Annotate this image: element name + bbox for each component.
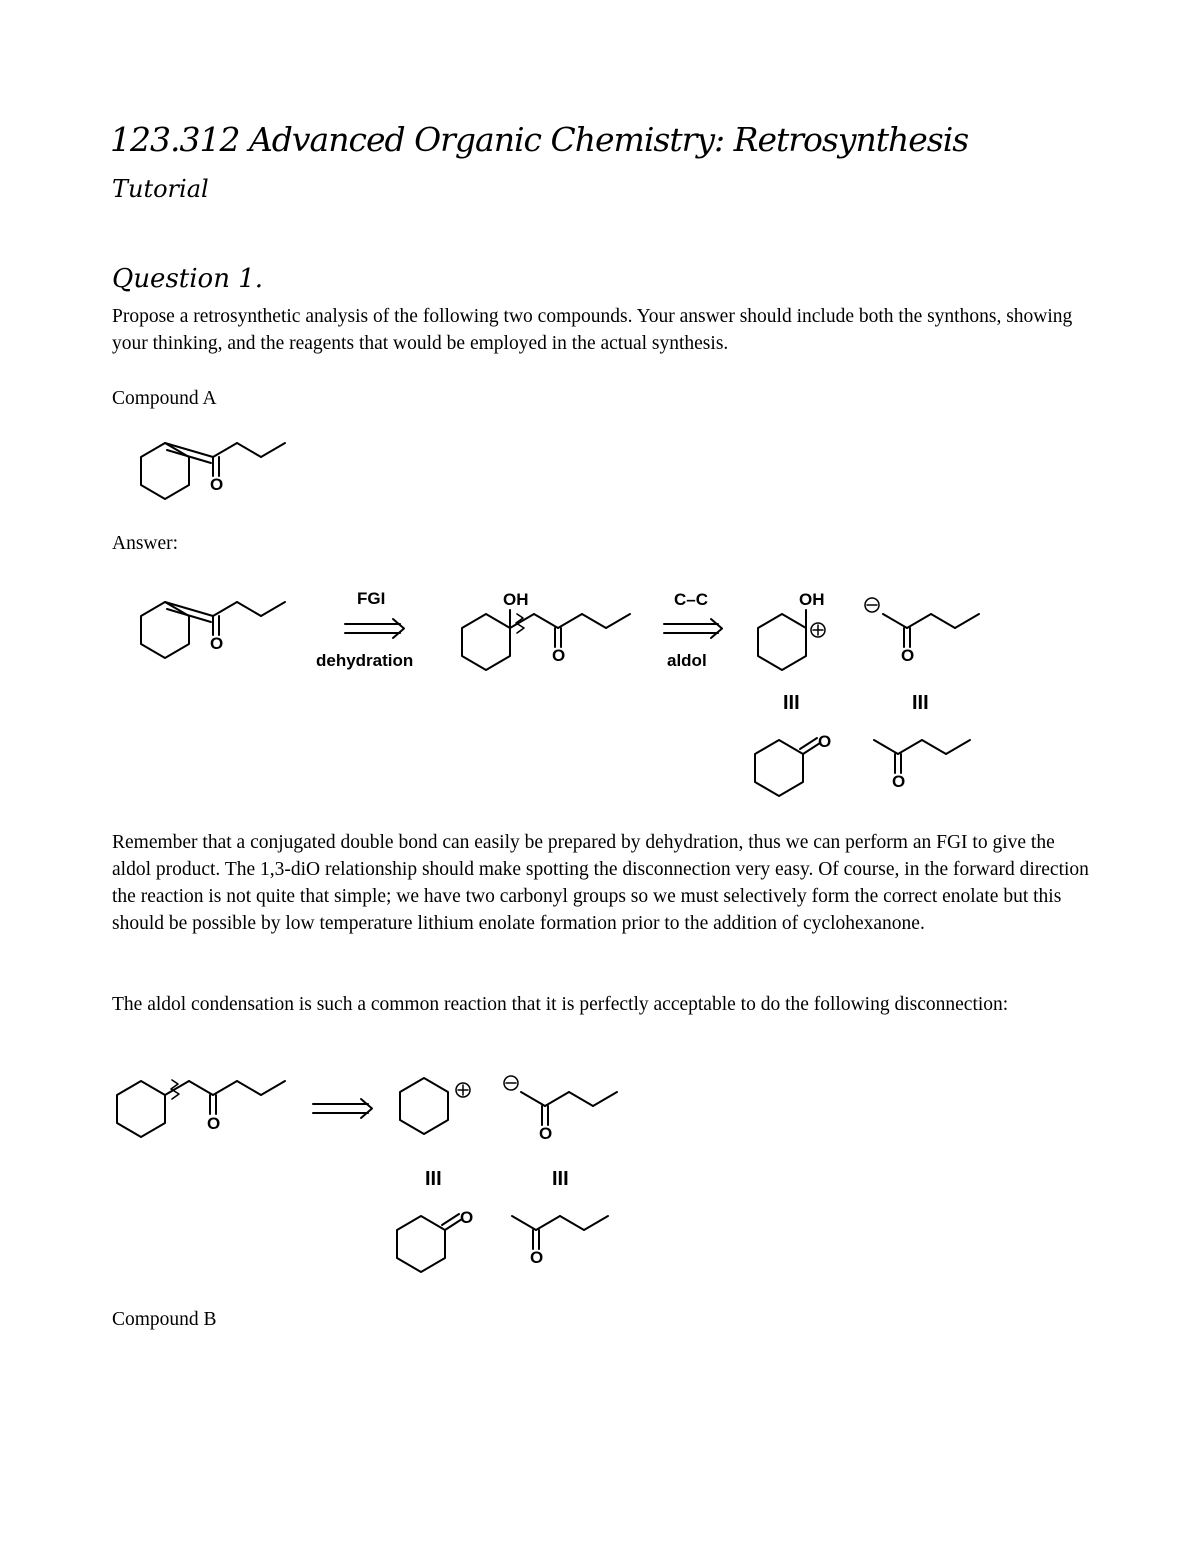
cc-retro-arrow xyxy=(664,619,722,638)
question-prompt: Propose a retrosynthetic analysis of the following two compounds. Your answer should include both the synthons, showing your thinking, and the reagents that would be employed in the actual synthesis. xyxy=(112,306,1073,354)
synthon-enolate-anion-2 xyxy=(504,1076,617,1125)
fgi-label: FGI xyxy=(357,589,386,608)
direct-disconnection-target xyxy=(117,1080,285,1137)
aldol-label: aldol xyxy=(667,651,707,670)
aldol-product-oxygen: O xyxy=(552,646,566,665)
dehydration-label: dehydration xyxy=(316,651,414,670)
equivalence-mark-2: III xyxy=(912,692,929,714)
pentanone-oxygen: O xyxy=(892,772,906,791)
cc-label: C–C xyxy=(674,590,709,609)
compound-a-label: Compound A xyxy=(112,388,217,409)
synthon-cyclohexyl-cation xyxy=(400,1078,470,1134)
equivalence-mark-1: III xyxy=(783,692,800,714)
enolate-2-oxygen: O xyxy=(539,1124,553,1143)
reagent-pentanone-2 xyxy=(512,1216,608,1249)
target-oxygen: O xyxy=(210,634,224,653)
equivalence-mark-3: III xyxy=(425,1168,442,1190)
aldol-product-oh: OH xyxy=(503,590,529,609)
explanation-paragraph-2: The aldol condensation is such a common reaction that it is perfectly acceptable to do the following disconnection: xyxy=(112,994,1009,1015)
reagent-cyclohexanone-2 xyxy=(397,1214,462,1272)
question-heading: Question 1. xyxy=(112,264,264,294)
cyclohexanone-oxygen: O xyxy=(818,732,832,751)
aldol-product-structure xyxy=(462,610,630,670)
document-subtitle: Tutorial xyxy=(112,175,209,203)
answer-label: Answer: xyxy=(112,533,179,554)
pentanone-2-oxygen: O xyxy=(530,1248,544,1267)
compound-b-label: Compound B xyxy=(112,1309,217,1330)
enolate-oxygen: O xyxy=(901,646,915,665)
synthon-oh: OH xyxy=(799,590,825,609)
synthon-hydroxy-cation xyxy=(758,610,825,670)
explanation-paragraph-1: Remember that a conjugated double bond can easily be prepared by dehydration, thus we can perform an FGI to give the aldol product. The 1,3-diO relationship should make spotting the disconnection very easy. Of course, in the forward direction the reaction is not quite that simple; we have two carbonyl groups so we must selectively form the correct enolate but this should be possible by low temperature lithium enolate formation prior to the addition of cyclohexanone. xyxy=(112,832,1089,934)
reagent-pentanone xyxy=(874,740,970,773)
cyclohexanone-2-oxygen: O xyxy=(460,1208,474,1227)
reagent-cyclohexanone xyxy=(755,738,820,796)
document-title: 123.312 Advanced Organic Chemistry: Retrosynthesis xyxy=(110,120,969,159)
direct-target-oxygen: O xyxy=(207,1114,221,1133)
compound-a-oxygen: O xyxy=(210,475,224,494)
fgi-retro-arrow xyxy=(345,619,404,638)
direct-retro-arrow xyxy=(313,1099,372,1118)
equivalence-mark-4: III xyxy=(552,1168,569,1190)
synthon-enolate-anion xyxy=(865,598,979,647)
